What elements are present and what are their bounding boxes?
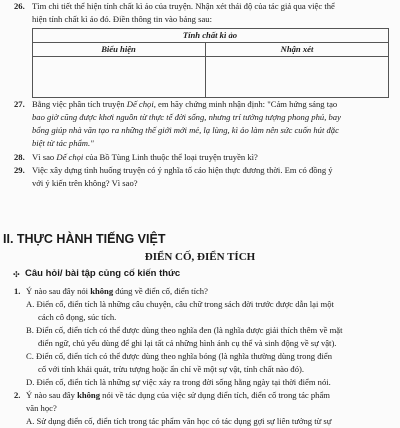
q26-line2: hiện tính chất kì ảo đó. Điền thông tin vào bảng sau: <box>32 14 212 24</box>
table-title: Tính chất kì ảo <box>182 30 238 40</box>
q27-line2: bao giờ cũng được khơi nguồn từ thực tế đời sống, nhưng trí tưởng tượng phong phú, bay <box>32 112 341 122</box>
q27-line1: Bằng việc phân tích truyện Dế chọi, em hãy chứng minh nhận định: "Cảm hứng sáng tạo <box>32 99 338 109</box>
q2-option-a: A. Sử dụng điển cố, điển tích trong tác phẩm văn học có tác dụng gợi sự liên tưởng từ sự <box>26 416 332 426</box>
q28-number: 28. <box>14 152 25 162</box>
q1-option-c-cont: cố với tính khái quát, trừu tượng hoặc ẩn chỉ về một sự vật, tính chất nào đó). <box>38 364 305 374</box>
q1-option-b-cont: điển ngữ, chủ yếu dùng để ghi lại tất cả những hình ảnh cụ thể và sinh động về sự vật). <box>38 338 337 348</box>
q29-number: 29. <box>14 165 25 175</box>
q2-stem-cont: văn học? <box>26 403 57 413</box>
q1-option-d: D. Điển cố, điển tích là những sự việc xảy ra trong đời sống hằng ngày tại thời điểm nói. <box>26 377 331 387</box>
q1-option-c: C. Điển cố, điển tích có thể được dùng theo nghĩa bóng (là nghĩa thường dùng trong điển <box>26 351 332 361</box>
q29-line2: với ý kiến trên không? Vì sao? <box>32 178 138 188</box>
q1-option-b: B. Điển cố, điển tích có thể được dùng theo nghĩa đen (là nghĩa được giải thích thêm về mặt <box>26 325 343 335</box>
table-header-comment: Nhận xét <box>280 44 314 54</box>
q27-line4: biệt từ tác phẩm." <box>32 138 94 148</box>
q1-option-a-cont: cách cô đọng, súc tích. <box>38 312 117 322</box>
q1-number: 1. <box>14 286 21 296</box>
q27-line3: bổng giúp nhà văn tạo ra những thế giới mới mẻ, lạ lùng, kì ảo làm nên sức cuốn hút đặc <box>32 125 339 135</box>
section-heading: II. THỰC HÀNH TIẾNG VIỆT <box>3 232 166 246</box>
q26-line1: Tìm chi tiết thể hiện tính chất kì ảo của truyện. Nhận xét thái độ của tác giả qua việc thể <box>32 1 335 11</box>
q26-number: 26. <box>14 1 25 11</box>
table-header-manifestation: Biểu hiện <box>101 44 136 54</box>
subheading: Câu hỏi/ bài tập củng cố kiến thức <box>25 268 181 279</box>
q28-text: Vì sao Dế chọi của Bồ Tùng Linh thuộc thể loại truyện truyền kì? <box>32 152 258 162</box>
q2-stem: Ý nào sau đây không nói về tác dụng của việc sử dụng điển tích, điển cố trong tác phẩm <box>26 390 330 400</box>
q29-line1: Việc xây dựng tình huống truyện có ý nghĩa tố cáo hiện thực đương thời. Em có đồng ý <box>32 165 333 175</box>
q27-number: 27. <box>14 99 25 109</box>
q1-stem: Ý nào sau đây nói không đúng về điển cố, điển tích? <box>26 286 208 296</box>
topic-title: ĐIỂN CỐ, ĐIỂN TÍCH <box>144 251 256 263</box>
diamond-icon: ✣ <box>13 270 20 279</box>
q2-number: 2. <box>14 390 21 400</box>
table-divider <box>32 56 388 57</box>
q1-option-a: A. Điển cố, điển tích là những câu chuyện, câu chữ trong sách đời trước được dẫn lại một <box>26 299 334 309</box>
